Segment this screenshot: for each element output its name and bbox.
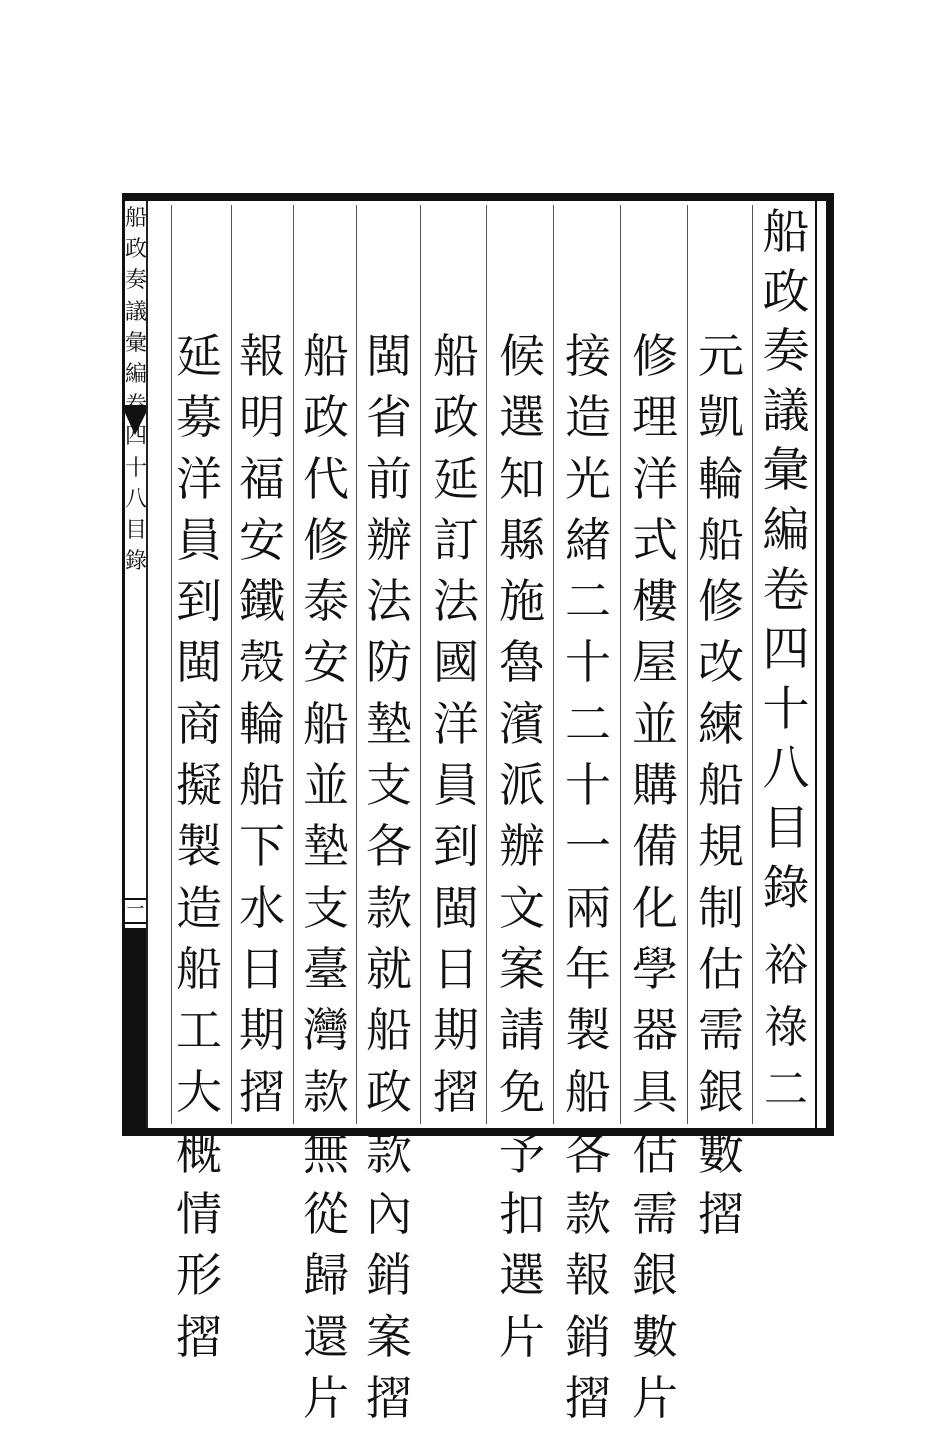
glyph: 防 [366,635,412,690]
glyph: 派 [499,758,545,813]
glyph: 製 [565,1003,611,1058]
glyph: 就 [366,941,412,996]
page-title [758,203,814,918]
fold-black-bar [125,928,146,1128]
glyph: 摺 [366,1371,412,1426]
glyph: 改 [698,635,744,690]
glyph: 需 [698,1003,744,1058]
glyph: 期 [239,1003,285,1058]
glyph: 彙 [124,330,147,356]
glyph: 閩 [366,329,412,383]
glyph: 一 [565,819,611,874]
folio-number [125,898,146,924]
glyph: 編 [762,502,810,558]
glyph: 化 [632,880,678,935]
glyph: 片 [303,1371,349,1426]
glyph: 編 [124,361,147,387]
glyph: 還 [303,1309,349,1364]
glyph: 政 [366,1064,412,1119]
glyph: 情 [176,1187,222,1242]
glyph: 延 [433,451,479,506]
frame-right-inner-line [815,201,817,1128]
glyph: 免 [499,1064,545,1119]
glyph: 八 [124,486,147,512]
glyph: 予 [499,1125,545,1180]
glyph: 鐵 [239,574,285,629]
column-rule [620,205,621,1124]
glyph: 摺 [433,1064,479,1119]
toc-entry [560,326,616,1429]
glyph: 政 [433,390,479,445]
glyph: 造 [565,390,611,445]
glyph: 濱 [499,696,545,751]
glyph: 摺 [698,1187,744,1242]
glyph: 制 [698,880,744,935]
glyph: 施 [499,574,545,629]
glyph: 修 [698,574,744,629]
glyph: 工 [176,1003,222,1058]
glyph: 祿 [764,1002,808,1053]
glyph: 員 [433,758,479,813]
glyph: 船 [239,758,285,813]
glyph: 修 [632,329,678,383]
glyph: 需 [632,1187,678,1242]
column-rule [293,205,294,1124]
column-rule [553,205,554,1124]
glyph: 船 [433,329,479,383]
glyph: 報 [565,1248,611,1303]
toc-entry [361,326,417,1429]
glyph: 臺 [303,941,349,996]
glyph: 政 [762,264,810,320]
toc-entry [171,326,227,1368]
glyph: 錄 [762,860,810,916]
glyph: 洋 [433,696,479,751]
glyph: 八 [762,741,810,797]
glyph: 四 [124,424,147,450]
column-rule [687,205,688,1124]
glyph: 款 [366,1125,412,1180]
glyph: 船 [698,512,744,567]
glyph: 船 [124,206,147,231]
glyph: 魯 [499,635,545,690]
glyph: 安 [239,512,285,567]
glyph: 銷 [565,1309,611,1364]
glyph: 員 [176,512,222,567]
glyph: 報 [239,329,285,383]
glyph: 樓 [632,574,678,629]
glyph: 接 [565,329,611,383]
column-rule [356,205,357,1124]
glyph: 各 [565,1125,611,1180]
glyph: 學 [632,941,678,996]
glyph: 募 [176,390,222,445]
glyph: 器 [632,1003,678,1058]
glyph: 四 [762,622,810,678]
glyph: 殼 [239,635,285,690]
glyph: 銀 [698,1064,744,1119]
glyph: 法 [366,574,412,629]
glyph: 規 [698,819,744,874]
glyph: 款 [303,1064,349,1119]
glyph: 支 [366,758,412,813]
glyph: 造 [176,880,222,935]
glyph: 輪 [698,451,744,506]
glyph: 摺 [239,1064,285,1119]
glyph: 辦 [366,512,412,567]
column-rule [486,205,487,1124]
glyph: 輪 [239,696,285,751]
glyph: 日 [433,941,479,996]
glyph: 二 [565,696,611,751]
glyph: 購 [632,758,678,813]
glyph: 墊 [366,696,412,751]
glyph: 訂 [433,512,479,567]
glyph: 並 [632,696,678,751]
glyph: 十 [124,455,147,481]
glyph: 知 [499,451,545,506]
glyph: 兩 [565,880,611,935]
glyph: 各 [366,819,412,874]
glyph: 請 [499,1003,545,1058]
glyph: 二 [565,574,611,629]
glyph: 概 [176,1125,222,1180]
glyph: 片 [499,1309,545,1364]
glyph: 船 [366,1003,412,1058]
folio-label: 一 [126,899,145,920]
glyph: 閩 [176,635,222,690]
toc-entry [428,326,484,1123]
glyph: 摺 [565,1371,611,1426]
glyph: 船 [303,696,349,751]
glyph: 灣 [303,1003,349,1058]
glyph: 奏 [124,268,147,294]
glyph: 卷 [124,393,147,419]
toc-entry [494,326,550,1368]
toc-entry [234,326,290,1123]
glyph: 到 [176,574,222,629]
glyph: 備 [632,819,678,874]
glyph: 數 [632,1309,678,1364]
glyph: 政 [303,390,349,445]
glyph: 縣 [499,512,545,567]
glyph: 下 [239,819,285,874]
glyph: 片 [632,1371,678,1426]
glyph: 大 [176,1064,222,1119]
glyph: 船 [762,205,810,260]
glyph: 十 [565,635,611,690]
glyph: 製 [176,819,222,874]
frame-right-border [826,193,834,1136]
glyph: 十 [762,681,810,737]
glyph: 元 [698,329,744,383]
glyph: 代 [303,451,349,506]
glyph: 款 [366,880,412,935]
glyph: 議 [124,299,147,325]
glyph: 省 [366,390,412,445]
glyph: 目 [762,800,810,856]
glyph: 明 [239,390,285,445]
glyph: 辦 [499,819,545,874]
glyph: 候 [499,329,545,383]
glyph: 從 [303,1187,349,1242]
glyph: 政 [124,237,147,263]
glyph: 裕 [764,940,808,991]
glyph: 年 [565,941,611,996]
glyph: 選 [499,1248,545,1303]
glyph: 議 [762,383,810,439]
glyph: 商 [176,696,222,751]
glyph: 具 [632,1064,678,1119]
glyph: 凱 [698,390,744,445]
column-rule [231,205,232,1124]
glyph: 洋 [632,451,678,506]
spine-title [124,203,148,577]
glyph: 估 [632,1125,678,1180]
toc-entry [693,326,749,1245]
glyph: 練 [698,696,744,751]
glyph: 船 [176,941,222,996]
glyph: 選 [499,390,545,445]
glyph: 扣 [499,1187,545,1242]
glyph: 擬 [176,758,222,813]
glyph: 案 [366,1309,412,1364]
glyph: 摺 [176,1309,222,1364]
glyph: 二 [764,1064,808,1115]
frame-top-border [122,193,834,201]
glyph: 十 [565,758,611,813]
author-name [758,935,814,1121]
glyph: 款 [565,1187,611,1242]
toc-entry [298,326,354,1429]
glyph: 日 [239,941,285,996]
toc-entry [627,326,683,1429]
glyph: 緒 [565,512,611,567]
glyph: 銀 [632,1248,678,1303]
glyph: 福 [239,451,285,506]
glyph: 期 [433,1003,479,1058]
glyph: 文 [499,880,545,935]
glyph: 屋 [632,635,678,690]
glyph: 到 [433,819,479,874]
glyph: 水 [239,880,285,935]
glyph: 式 [632,512,678,567]
glyph: 洋 [176,451,222,506]
glyph: 案 [499,941,545,996]
glyph: 安 [303,635,349,690]
glyph: 形 [176,1248,222,1303]
glyph: 船 [698,758,744,813]
glyph: 法 [433,574,479,629]
glyph: 船 [303,329,349,383]
glyph: 船 [565,1064,611,1119]
glyph: 銷 [366,1248,412,1303]
glyph: 前 [366,451,412,506]
glyph: 內 [366,1187,412,1242]
glyph: 估 [698,941,744,996]
column-rule [752,205,753,1124]
glyph: 國 [433,635,479,690]
glyph: 錄 [124,549,147,575]
glyph: 並 [303,758,349,813]
glyph: 奏 [762,324,810,380]
glyph: 墊 [303,819,349,874]
glyph: 支 [303,880,349,935]
glyph: 理 [632,390,678,445]
glyph: 歸 [303,1248,349,1303]
glyph: 無 [303,1125,349,1180]
column-rule [420,205,421,1124]
glyph: 目 [124,517,147,543]
glyph: 延 [176,329,222,383]
glyph: 修 [303,512,349,567]
glyph: 閩 [433,880,479,935]
glyph: 卷 [762,562,810,618]
glyph: 泰 [303,574,349,629]
glyph: 彙 [762,443,810,499]
glyph: 光 [565,451,611,506]
glyph: 數 [698,1125,744,1180]
